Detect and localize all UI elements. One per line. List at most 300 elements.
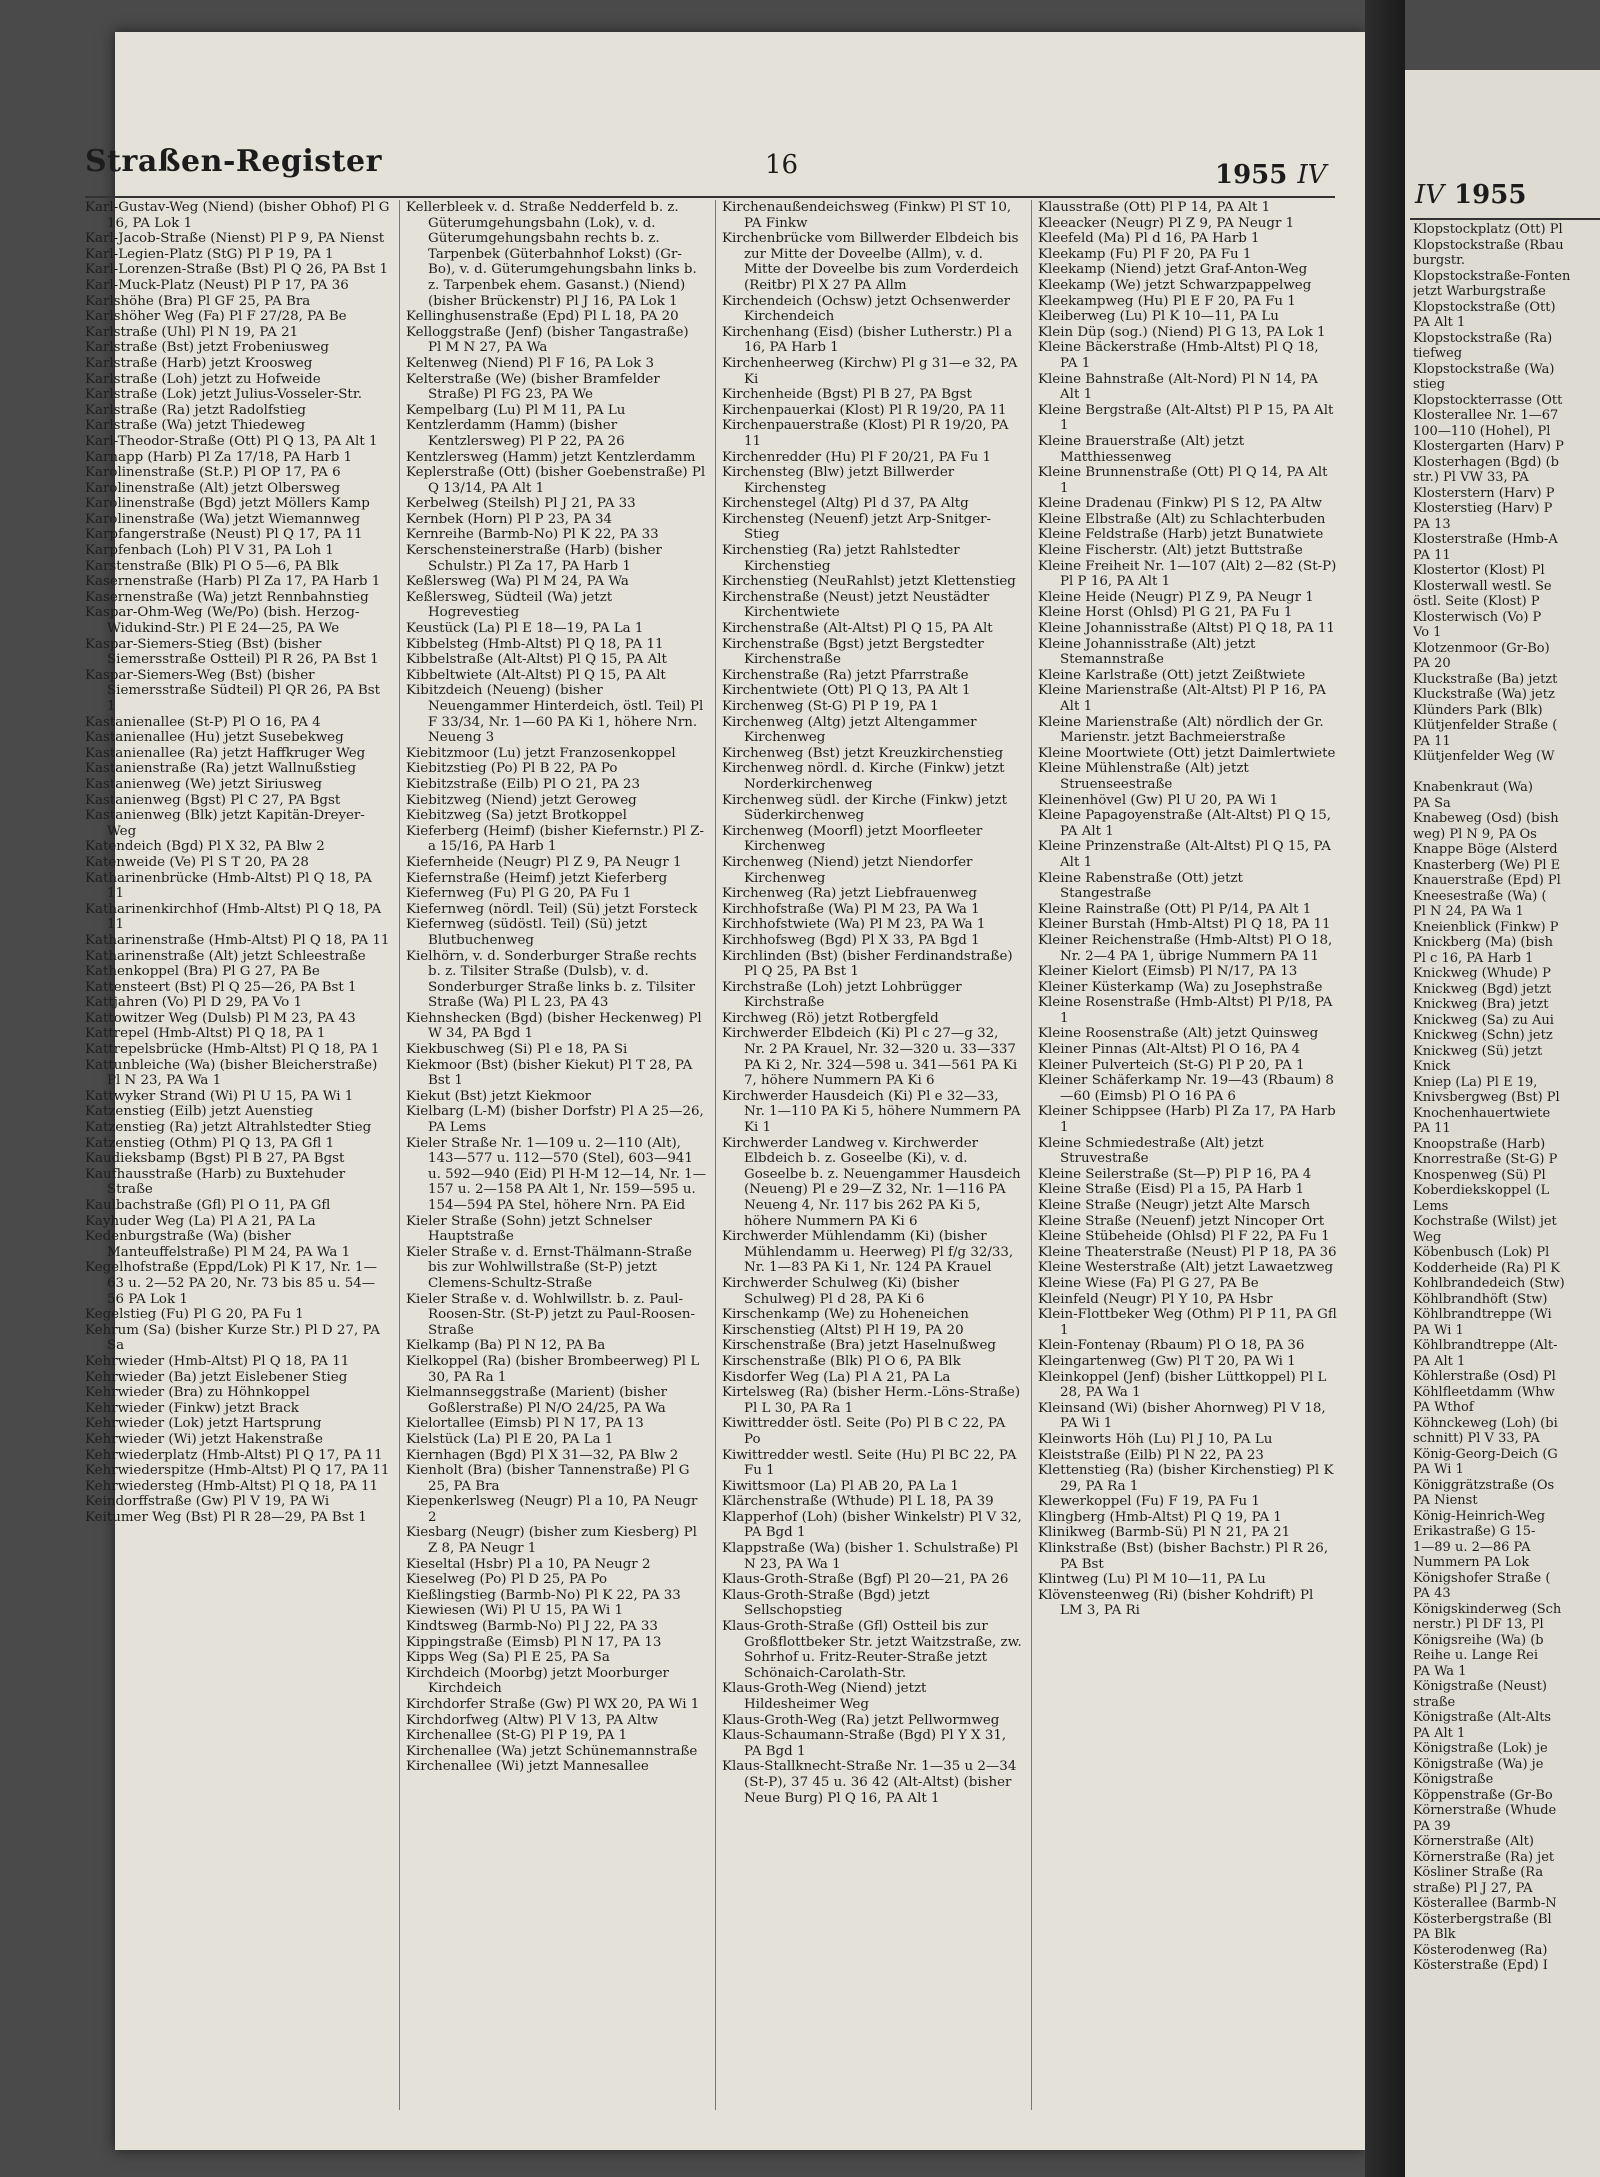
street-entry: Kirchenstraße (Ra) jetzt Pfarrstraße: [722, 667, 969, 683]
facing-page-line: Vo 1: [1413, 625, 1442, 640]
facing-page-line: Knickweg (Sü) jetzt: [1413, 1043, 1543, 1059]
facing-page-line: PA 11: [1413, 1121, 1451, 1136]
street-entry: Kirchenheerweg (Kirchw) Pl g 31—e 32, PA Ki: [722, 355, 1018, 387]
street-entry: Kiwittredder westl. Seite (Hu) Pl BC 22, PA Fu 1: [722, 1447, 1017, 1479]
facing-page-line: Königstraße (Neust): [1413, 1679, 1547, 1694]
street-entry: Kleinsand (Wi) (bisher Ahornweg) Pl V 18, PA Wi 1: [1038, 1400, 1326, 1432]
facing-page-line: Kösterbergstraße (Bl: [1413, 1911, 1552, 1927]
street-entry: Kiefernweg (südöstl. Teil) (Sü) jetzt Blutbuchenweg: [406, 917, 647, 948]
street-entry: Klettenstieg (Ra) (bisher Kirchenstieg) Pl K 29, PA Ra 1: [1038, 1463, 1334, 1494]
street-entry: Kirchenstraße (Alt-Altst) Pl Q 15, PA Alt: [722, 621, 993, 637]
facing-page-line: nerstr.) Pl DF 13, Pl: [1413, 1617, 1544, 1632]
street-entry: Kastanienallee (Hu) jetzt Susebekweg: [85, 730, 344, 746]
street-entry: Kleine Fischerstr. (Alt) jetzt Buttstraße: [1038, 543, 1303, 559]
street-entry: Katzenstieg (Ra) jetzt Altrahlstedter Stieg: [85, 1120, 372, 1136]
facing-page-line: stieg: [1413, 377, 1446, 392]
street-entry: Karolinenstraße (Bgd) jetzt Möllers Kamp: [85, 496, 370, 512]
street-entry: Klaus-Groth-Straße (Bgd) jetzt Sellschopstieg: [722, 1587, 930, 1619]
street-entry: Kerschensteinerstraße (Harb) (bisher Schulstr.) Pl Za 17, PA Harb 1: [406, 543, 662, 574]
street-entry: Kleekamp (Fu) Pl F 20, PA Fu 1: [1038, 246, 1252, 262]
street-entry: Kirchentwiete (Ott) Pl Q 13, PA Alt 1: [722, 683, 971, 699]
street-entry: Kindtsweg (Barmb-No) Pl J 22, PA 33: [406, 1619, 658, 1635]
street-entry: Kiebitzmoor (Lu) jetzt Franzosenkoppel: [406, 745, 676, 761]
facing-page-line: Köhlbrandhöft (Stw): [1413, 1291, 1548, 1307]
facing-page-line: straße) Pl J 27, PA: [1413, 1880, 1533, 1896]
page-number: 16: [765, 150, 799, 180]
street-entry: Kleine Rabenstraße (Ott) jetzt Stangestraße: [1038, 870, 1243, 902]
facing-page-line: Köhnckeweg (Loh) (bi: [1413, 1415, 1558, 1431]
facing-page-line: Klopstockplatz (Ott) Pl: [1413, 222, 1563, 237]
facing-page-line: Klosterstieg (Harv) P: [1413, 501, 1553, 516]
street-entry: Kirchenweg (Bst) jetzt Kreuzkirchenstieg: [722, 745, 1004, 761]
street-entry: Kelloggstraße (Jenf) (bisher Tangastraße) Pl M N 27, PA Wa: [406, 324, 689, 356]
facing-page-line: Königstraße: [1413, 1772, 1494, 1787]
street-entry: Kirchenstieg (NeuRahlst) jetzt Klettenstieg: [722, 574, 1016, 590]
street-entry: Kieferberg (Heimf) (bisher Kiefernstr.) Pl Z-a 15/16, PA Harb 1: [406, 823, 705, 855]
street-entry: Klaus-Schaumann-Straße (Bgd) Pl Y X 31, PA Bgd 1: [722, 1728, 1007, 1759]
street-entry: Klaus-Stallknecht-Straße Nr. 1—35 u 2—34 (St-P), 37 45 u. 36 42 (Alt-Altst) (bisher Neue Burg) Pl Q 16, PA Alt 1: [722, 1759, 1017, 1806]
street-entry: Kerbelweg (Steilsh) Pl J 21, PA 33: [406, 496, 636, 512]
street-entry: Kleine Moortwiete (Ott) jetzt Daimlertwiete: [1038, 745, 1336, 761]
street-entry: Kirschenkamp (We) zu Hoheneichen: [722, 1307, 969, 1323]
facing-page-line: Klopstockstraße-Fonten: [1413, 268, 1571, 284]
facing-page-line: Kneienblick (Finkw) P: [1413, 919, 1559, 935]
facing-page-line: Körnerstraße (Alt): [1413, 1834, 1534, 1849]
street-entry: Karl-Gustav-Weg (Niend) (bisher Obhof) Pl G 16, PA Lok 1: [85, 200, 390, 231]
facing-page-header: [1415, 180, 1526, 210]
street-entry: Kleekamp (We) jetzt Schwarzpappelweg: [1038, 277, 1312, 293]
register-title: Straßen-Register: [85, 144, 382, 179]
street-entry: Kleine Prinzenstraße (Alt-Altst) Pl Q 15, PA Alt 1: [1038, 839, 1331, 870]
facing-page-line: Klopstockstraße (Wa): [1413, 361, 1555, 377]
street-entry: Kiefernstraße (Heimf) jetzt Kieferberg: [406, 870, 668, 886]
street-entry: Kernbek (Horn) Pl P 23, PA 34: [406, 511, 613, 527]
street-entry: Kehrwiederspitze (Hmb-Altst) Pl Q 17, PA 11: [85, 1463, 390, 1479]
facing-page-line: Klopstockstraße (Ott): [1413, 299, 1556, 315]
street-entry: Kirchenweg (Ra) jetzt Liebfrauenweg: [722, 886, 977, 902]
street-entry: Kippingstraße (Eimsb) Pl N 17, PA 13: [406, 1634, 662, 1650]
street-entry: Kehrwieder (Ba) jetzt Eislebener Stieg: [85, 1369, 348, 1385]
facing-page-line: Kösliner Straße (Ra: [1413, 1865, 1544, 1880]
facing-page-line: Knappe Böge (Alsterd: [1413, 842, 1558, 857]
street-entry: Kattowitzer Weg (Dulsb) Pl M 23, PA 43: [85, 1010, 356, 1026]
street-entry: Karlshöhe (Bra) Pl GF 25, PA Bra: [85, 293, 311, 309]
street-entry: Kleine Brunnenstraße (Ott) Pl Q 14, PA Alt 1: [1038, 465, 1328, 496]
book-gutter: [1365, 0, 1405, 2177]
street-entry: Kiekmoor (Bst) (bisher Kiekut) Pl T 28, PA Bst 1: [406, 1057, 693, 1089]
street-entry: Kehrwieder (Wi) jetzt Hakenstraße: [85, 1431, 323, 1447]
street-entry: Katenweide (Ve) Pl S T 20, PA 28: [85, 854, 309, 870]
facing-page-line: Klostertor (Klost) Pl: [1413, 563, 1545, 578]
facing-page-line: Klopstockstraße (Ra): [1413, 330, 1553, 346]
facing-page-line: PA Wi 1: [1413, 1462, 1464, 1477]
street-entry: Kleiner Burstah (Hmb-Altst) Pl Q 18, PA 11: [1038, 917, 1331, 933]
facing-page-line: Knospenweg (Sü) Pl: [1413, 1167, 1546, 1183]
street-entry: Kasernenstraße (Wa) jetzt Rennbahnstieg: [85, 589, 369, 605]
street-entry: Kellerbleek v. d. Straße Nedderfeld b. z. Güterumgehungsbahn (Lok), v. d. Güterumgehungsbahn rechts b. z. Tarpenbek (Güterbahnhof Lokst) (Gr-Bo), v. d. Güterumgehungsbahn links b. z. Tarpenbek ehem. Gasanst.) (Niend) (bisher Brückenstr) Pl J 16, PA Lok 1: [406, 200, 697, 309]
street-entry: Kleiner Kielort (Eimsb) Pl N/17, PA 13: [1038, 964, 1298, 980]
facing-page-line: PA Wa 1: [1413, 1663, 1467, 1679]
street-entry: Katendeich (Bgd) Pl X 32, PA Blw 2: [85, 839, 325, 855]
street-entry: Kirchwerder Elbdeich (Ki) Pl c 27—g 32, Nr. 2 PA Krauel, Nr. 32—320 u. 33—337 PA Ki 2, Nr. 324—598 u. 341—561 PA Ki 7, höhere Nummern PA Ki 6: [722, 1026, 1018, 1089]
street-entry: Klein Düp (sog.) (Niend) Pl G 13, PA Lok 1: [1038, 324, 1326, 340]
street-entry: Kleinkoppel (Jenf) (bisher Lüttkoppel) Pl L 28, PA Wa 1: [1038, 1369, 1327, 1401]
street-entry: Kegelhofstraße (Eppd/Lok) Pl K 17, Nr. 1—63 u. 2—52 PA 20, Nr. 73 bis 85 u. 54—56 PA Lok 1: [85, 1260, 377, 1307]
street-entry: Karl-Muck-Platz (Neust) Pl P 17, PA 36: [85, 277, 349, 293]
street-entry: Kirchenhang (Eisd) (bisher Lutherstr.) Pl a 16, PA Harb 1: [722, 324, 1013, 356]
facing-page-line: Königsreihe (Wa) (b: [1413, 1632, 1544, 1648]
register-column-3: [715, 200, 1022, 2110]
facing-page-line: PA 43: [1413, 1586, 1451, 1601]
street-entry: Kleine Roosenstraße (Alt) jetzt Quinsweg: [1038, 1026, 1319, 1042]
street-entry: Kleine Bergstraße (Alt-Altst) Pl P 15, PA Alt 1: [1038, 402, 1334, 434]
facing-page-line: Kneesestraße (Wa) (: [1413, 888, 1547, 904]
facing-page-line: str.) Pl VW 33, PA: [1413, 470, 1529, 485]
street-entry: Kleine Mühlenstraße (Alt) jetzt Struenseestraße: [1038, 761, 1249, 792]
street-entry: Kleine Rosenstraße (Hmb-Altst) Pl P/18, PA 1: [1038, 995, 1333, 1026]
facing-page-line: Köbenbusch (Lok) Pl: [1413, 1245, 1550, 1260]
street-entry: Kentzlerdamm (Hamm) (bisher Kentzlersweg) Pl P 22, PA 26: [406, 418, 625, 449]
street-entry: Katharinenstraße (Hmb-Altst) Pl Q 18, PA 11: [85, 932, 390, 948]
facing-page-line: Koberdiekskoppel (L: [1413, 1183, 1550, 1198]
street-entry: Kirchdorfer Straße (Gw) Pl WX 20, PA Wi 1: [406, 1697, 700, 1712]
facing-page-line: schnitt) Pl V 33, PA: [1413, 1431, 1540, 1446]
street-entry: Kielstück (La) Pl E 20, PA La 1: [406, 1431, 614, 1447]
facing-page-line: Nummern PA Lok: [1413, 1555, 1530, 1570]
street-entry: Keitumer Weg (Bst) Pl R 28—29, PA Bst 1: [85, 1509, 367, 1525]
facing-page-line: Pl N 24, PA Wa 1: [1413, 904, 1524, 919]
street-entry: Kirchenpauerkai (Klost) Pl R 19/20, PA 11: [722, 402, 1007, 418]
facing-page-line: PA Sa: [1413, 795, 1451, 811]
street-entry: Kaufhausstraße (Harb) zu Buxtehuder Straße: [85, 1166, 346, 1198]
facing-page-line: PA Nienst: [1413, 1493, 1478, 1508]
street-entry: Kirtelsweg (Ra) (bisher Herm.-Löns-Straße) Pl L 30, PA Ra 1: [722, 1385, 1021, 1416]
street-entry: Kastanienweg (Bgst) Pl C 27, PA Bgst: [85, 792, 341, 808]
street-entry: Kirchwerder Landweg v. Kirchwerder Elbdeich b. z. Goseelbe (Ki), v. d. Goseelbe b. z. Neuengammer Hausdeich (Neueng) Pl e 29—Z 32, Nr. 1—116 PA Neueng 4, Nr. 117 bis 262 PA Ki 5, höhere Nummern PA Ki 6: [722, 1135, 1021, 1229]
street-entry: Karpfenbach (Loh) Pl V 31, PA Loh 1: [85, 543, 334, 559]
street-entry: Kleine Schmiedestraße (Alt) jetzt Struvestraße: [1038, 1135, 1264, 1167]
street-entry: Kirchenredder (Hu) Pl F 20/21, PA Fu 1: [722, 449, 992, 465]
street-entry: Klövensteenweg (Ri) (bisher Kohdrift) Pl LM 3, PA Ri: [1038, 1587, 1314, 1619]
street-entry: Kieler Straße Nr. 1—109 u. 2—110 (Alt), 143—577 u. 112—570 (Stel), 603—941 u. 592—940 (Eid) Pl H-M 12—14, Nr. 1—157 u. 2—158 PA Alt 1, Nr. 159—595 u. 154—594 PA Stel, höhere Nrn. PA Eid: [406, 1135, 706, 1213]
street-entry: Kaspar-Ohm-Weg (We/Po) (bish. Herzog-Widukind-Str.) Pl E 24—25, PA We: [85, 605, 360, 637]
facing-page-line: Klosterstraße (Hmb-A: [1413, 532, 1558, 547]
street-entry: Klapperhof (Loh) (bisher Winkelstr) Pl V 32, PA Bgd 1: [722, 1509, 1022, 1541]
street-entry: Kernreihe (Barmb-No) Pl K 22, PA 33: [406, 527, 659, 543]
street-entry: Kleiner Pulverteich (St-G) Pl P 20, PA 1: [1038, 1057, 1305, 1073]
street-entry: Kleekampweg (Hu) Pl E F 20, PA Fu 1: [1038, 293, 1296, 309]
facing-page-line: PA Alt 1: [1413, 1353, 1466, 1369]
street-entry: Kirchenstieg (Ra) jetzt Rahlstedter Kirchenstieg: [722, 543, 960, 574]
facing-page-line: burgstr.: [1413, 253, 1466, 268]
street-entry: Kleingartenweg (Gw) Pl T 20, PA Wi 1: [1038, 1353, 1296, 1369]
street-entry: Kleine Marienstraße (Alt) nördlich der Gr. Marienstr. jetzt Bachmeierstraße: [1038, 714, 1324, 746]
street-entry: Kirchwerder Mühlendamm (Ki) (bisher Mühlendamm u. Heerweg) Pl f/g 32/33, Nr. 1—83 PA Ki 1, Nr. 124 PA Krauel: [722, 1229, 1014, 1276]
street-entry: Katharinenbrücke (Hmb-Altst) Pl Q 18, PA 11: [85, 870, 372, 902]
facing-page-line: Köppenstraße (Gr-Bo: [1413, 1787, 1553, 1803]
facing-page-line: Kösterstraße (Epd) I: [1413, 1958, 1548, 1973]
street-entry: Kirschenstraße (Blk) Pl O 6, PA Blk: [722, 1353, 961, 1369]
street-entry: Katzenstieg (Eilb) jetzt Auenstieg: [85, 1104, 313, 1120]
street-entry: Karlstraße (Lok) jetzt Julius-Vosseler-Str.: [85, 387, 363, 403]
street-entry: Kleiberweg (Lu) Pl K 10—11, PA Lu: [1038, 309, 1279, 325]
facing-page-line: tiefweg: [1413, 346, 1463, 361]
facing-page-line: Knabeweg (Osd) (bish: [1413, 811, 1559, 826]
street-entry: Kirchwerder Hausdeich (Ki) Pl e 32—33, Nr. 1—110 PA Ki 5, höhere Nummern PA Ki 1: [722, 1088, 1021, 1136]
street-entry: Kiesbarg (Neugr) (bisher zum Kiesberg) Pl Z 8, PA Neugr 1: [406, 1525, 697, 1557]
street-entry: Kleine Brauerstraße (Alt) jetzt Matthiessenweg: [1038, 433, 1245, 465]
street-entry: Kaspar-Siemers-Stieg (Bst) (bisher Siemersstraße Ostteil) Pl R 26, PA Bst 1: [85, 636, 379, 668]
register-column-4: [1031, 200, 1338, 2110]
facing-page-line: Klopstockterrasse (Ott: [1413, 392, 1563, 408]
street-entry: Kattunbleiche (Wa) (bisher Bleicherstraße) Pl N 23, PA Wa 1: [85, 1057, 378, 1089]
street-entry: Kirchwerder Schulweg (Ki) (bisher Schulweg) Pl d 28, PA Ki 6: [722, 1275, 960, 1307]
street-entry: Karlstraße (Harb) jetzt Kroosweg: [85, 355, 313, 371]
street-entry: Kibbelstraße (Alt-Altst) Pl Q 15, PA Alt: [406, 652, 667, 668]
page-volume: IV: [1297, 160, 1327, 190]
street-entry: Kastanienallee (Ra) jetzt Haffkruger Weg: [85, 745, 366, 761]
facing-page-line: Knasterberg (We) Pl E: [1413, 857, 1561, 873]
header-rule: [85, 196, 1335, 198]
street-entry: Kehrwieder (Hmb-Altst) Pl Q 18, PA 11: [85, 1353, 350, 1369]
facing-page-line: Königskinderweg (Sch: [1413, 1601, 1562, 1617]
street-entry: Kienholt (Bra) (bisher Tannenstraße) Pl G 25, PA Bra: [406, 1463, 690, 1494]
street-entry: Kirchweg (Rö) jetzt Rotbergfeld: [722, 1010, 939, 1026]
street-entry: Kastanienstraße (Ra) jetzt Wallnußstieg: [85, 761, 357, 777]
street-entry: Kelterstraße (We) (bisher Bramfelder Straße) Pl FG 23, PA We: [406, 371, 660, 403]
street-entry: Kehrwieder (Lok) jetzt Hartsprung: [85, 1416, 322, 1432]
street-entry: Kielbarg (L-M) (bisher Dorfstr) Pl A 25—26, PA Lems: [406, 1104, 704, 1136]
page-year-volume: [1215, 160, 1326, 190]
street-entry: Kleine Papagoyenstraße (Alt-Altst) Pl Q 15, PA Alt 1: [1038, 808, 1331, 839]
street-entry: Kastanienweg (Blk) jetzt Kapitän-Dreyer-Weg: [85, 808, 365, 839]
facing-page-line: Kodderheide (Ra) Pl K: [1413, 1260, 1560, 1276]
street-entry: Kleiner Pinnas (Alt-Altst) Pl O 16, PA 4: [1038, 1042, 1301, 1058]
street-entry: Kirchenweg (St-G) Pl P 19, PA 1: [722, 699, 939, 714]
street-entry: Kieselweg (Po) Pl D 25, PA Po: [406, 1572, 608, 1588]
facing-page-line: PA 13: [1413, 516, 1451, 532]
register-column-1: [85, 200, 390, 2110]
facing-page-line: Knickweg (Schn) jetz: [1413, 1028, 1553, 1043]
street-entry: Karlstraße (Ra) jetzt Radolfstieg: [85, 402, 306, 418]
facing-page-line: Klünders Park (Blk): [1413, 702, 1543, 718]
facing-page-rule: [1410, 218, 1600, 220]
street-entry: Kleine Marienstraße (Alt-Altst) Pl P 16, PA Alt 1: [1038, 683, 1326, 714]
street-entry: Klaus-Groth-Weg (Ra) jetzt Pellwormweg: [722, 1712, 1000, 1728]
street-entry: Katharinenstraße (Alt) jetzt Schleestraße: [85, 948, 366, 964]
street-entry: Kirchenweg (Niend) jetzt Niendorfer Kirchenweg: [722, 854, 973, 886]
street-entry: Kleeacker (Neugr) Pl Z 9, PA Neugr 1: [1038, 215, 1295, 231]
street-entry: Kleiststraße (Eilb) Pl N 22, PA 23: [1038, 1447, 1264, 1463]
facing-page-line: PA 39: [1413, 1818, 1451, 1834]
street-entry: Kiwittredder östl. Seite (Po) Pl B C 22, PA Po: [722, 1416, 1006, 1447]
street-entry: Kleine Wiese (Fa) Pl G 27, PA Be: [1038, 1275, 1259, 1291]
facing-page-year: 1955: [1454, 180, 1527, 210]
street-entry: Kehrwiederplatz (Hmb-Altst) Pl Q 17, PA 11: [85, 1447, 383, 1463]
street-entry: Kastanienallee (St-P) Pl O 16, PA 4: [85, 714, 321, 730]
street-entry: Kleine Stübeheide (Ohlsd) Pl F 22, PA Fu 1: [1038, 1229, 1330, 1245]
street-entry: Karlstraße (Wa) jetzt Thiedeweg: [85, 418, 306, 434]
street-entry: Klärchenstraße (Wthude) Pl L 18, PA 39: [722, 1494, 994, 1510]
street-entry: Kirchlinden (Bst) (bisher Ferdinandstraße) Pl Q 25, PA Bst 1: [722, 948, 1013, 980]
street-entry: Karlshöher Weg (Fa) Pl F 27/28, PA Be: [85, 309, 347, 325]
street-entry: Kipps Weg (Sa) Pl E 25, PA Sa: [406, 1650, 610, 1666]
street-entry: Kirchenweg (Moorfl) jetzt Moorfleeter Kirchenweg: [722, 823, 983, 855]
street-entry: Karl-Theodor-Straße (Ott) Pl Q 13, PA Alt 1: [85, 433, 378, 449]
street-entry: Kiwittsmoor (La) Pl AB 20, PA La 1: [722, 1478, 959, 1494]
street-entry: Kleiner Reichenstraße (Hmb-Altst) Pl O 18, Nr. 2—4 PA 1, übrige Nummern PA 11: [1038, 932, 1333, 964]
street-entry: Keustück (La) Pl E 18—19, PA La 1: [406, 621, 644, 637]
facing-page-line: Köhlfleetdamm (Whw: [1413, 1384, 1555, 1400]
facing-page-line: Körnerstraße (Ra) jet: [1413, 1849, 1555, 1865]
street-entry: Klingberg (Hmb-Altst) Pl Q 19, PA 1: [1038, 1509, 1282, 1525]
street-entry: Klinikweg (Barmb-Sü) Pl N 21, PA 21: [1038, 1525, 1291, 1541]
facing-page-line: Klosterwall westl. Se: [1413, 578, 1552, 594]
street-entry: Kleine Straße (Eisd) Pl a 15, PA Harb 1: [1038, 1182, 1305, 1198]
street-entry: Kleine Seilerstraße (St—P) Pl P 16, PA 4: [1038, 1166, 1312, 1182]
street-entry: Kentzlersweg (Hamm) jetzt Kentzlerdamm: [406, 449, 696, 465]
street-entry: Kirchenaußendeichsweg (Finkw) Pl ST 10, PA Finkw: [722, 200, 1012, 231]
street-entry: Klinkstraße (Bst) (bisher Bachstr.) Pl R 26, PA Bst: [1038, 1541, 1329, 1572]
street-entry: Kirchenweg nördl. d. Kirche (Finkw) jetzt Norderkirchenweg: [722, 761, 1005, 792]
street-entry: Kiebitzweg (Niend) jetzt Geroweg: [406, 792, 637, 808]
street-entry: Kleine Dradenau (Finkw) Pl S 12, PA Altw: [1038, 496, 1322, 512]
street-entry: Kleefeld (Ma) Pl d 16, PA Harb 1: [1038, 231, 1260, 247]
street-entry: Kiefernheide (Neugr) Pl Z 9, PA Neugr 1: [406, 854, 682, 870]
page-year: 1955: [1215, 160, 1288, 190]
street-entry: Kattwyker Strand (Wi) Pl U 15, PA Wi 1: [85, 1088, 354, 1104]
street-entry: Kleine Theaterstraße (Neust) Pl P 18, PA 36: [1038, 1244, 1337, 1260]
street-entry: Kirchenstraße (Bgst) jetzt Bergstedter Kirchenstraße: [722, 636, 984, 668]
street-entry: Kirchensteg (Blw) jetzt Billwerder Kirchensteg: [722, 465, 955, 496]
street-entry: Katzenstieg (Othm) Pl Q 13, PA Gfl 1: [85, 1135, 335, 1151]
street-entry: Kieler Straße v. d. Ernst-Thälmann-Straße bis zur Wohlwillstraße (St-P) jetzt Clemens-Schultz-Straße: [406, 1244, 692, 1291]
street-entry: Kleine Feldstraße (Harb) jetzt Bunatwiete: [1038, 527, 1324, 543]
street-entry: Keßlersweg (Wa) Pl M 24, PA Wa: [406, 574, 629, 590]
street-entry: Kirschenstieg (Altst) Pl H 19, PA 20: [722, 1322, 964, 1338]
street-entry: Kleine Johannisstraße (Alt) jetzt Stemannstraße: [1038, 636, 1256, 668]
street-entry: Kehrum (Sa) (bisher Kurze Str.) Pl D 27, PA Sa: [85, 1322, 380, 1354]
street-entry: Kleine Westerstraße (Alt) jetzt Lawaetzweg: [1038, 1260, 1334, 1276]
street-entry: Kiepenkerlsweg (Neugr) Pl a 10, PA Neugr 2: [406, 1494, 698, 1525]
facing-page-line: Knauerstraße (Epd) Pl: [1413, 873, 1561, 888]
facing-page-column: [1413, 222, 1600, 2172]
street-entry: Kirchenweg (Altg) jetzt Altengammer Kirchenweg: [722, 714, 977, 746]
street-entry: Kibitzdeich (Neueng) (bisher Neuengammer Hinterdeich, östl. Teil) Pl F 33/34, Nr. 1—60 PA Ki 1, höhere Nrn. Neueng 3: [406, 683, 704, 746]
facing-page-line: Königshofer Straße (: [1413, 1570, 1551, 1586]
facing-page-line: Klostergarten (Harv) P: [1413, 439, 1564, 454]
street-entry: Kirchenallee (St-G) Pl P 19, PA 1: [406, 1728, 628, 1744]
street-entry: Kehrwieder (Bra) zu Höhnkoppel: [85, 1385, 310, 1401]
street-entry: Karstenstraße (Blk) Pl O 5—6, PA Blk: [85, 558, 339, 574]
facing-page-line: Knickweg (Whude) P: [1413, 966, 1551, 981]
facing-page-line: König-Georg-Deich (G: [1413, 1446, 1558, 1462]
street-entry: Klausstraße (Ott) Pl P 14, PA Alt 1: [1038, 200, 1271, 215]
facing-page-line: Kohlbrandedeich (Stw): [1413, 1276, 1565, 1291]
street-entry: Kirchhofstraße (Wa) Pl M 23, PA Wa 1: [722, 901, 980, 917]
street-entry: Keltenweg (Niend) Pl F 16, PA Lok 3: [406, 355, 655, 371]
street-entry: Kleinenhövel (Gw) Pl U 20, PA Wi 1: [1038, 792, 1279, 808]
register-column-2: [399, 200, 706, 2110]
facing-page-line: Pl c 16, PA Harb 1: [1413, 950, 1534, 966]
facing-page-line: Kniep (La) Pl E 19,: [1413, 1074, 1538, 1090]
facing-page-line: Kluckstraße (Wa) jetz: [1413, 687, 1555, 702]
street-entry: Kleiner Schippsee (Harb) Pl Za 17, PA Harb 1: [1038, 1104, 1336, 1136]
street-entry: Kattensteert (Bst) Pl Q 25—26, PA Bst 1: [85, 979, 357, 995]
street-entry: Keindorffstraße (Gw) Pl V 19, PA Wi: [85, 1494, 330, 1510]
facing-page-line: Knoopstraße (Harb): [1413, 1136, 1546, 1152]
street-entry: Kiebitzstieg (Po) Pl B 22, PA Po: [406, 761, 618, 777]
facing-page-line: Kluckstraße (Ba) jetzt: [1413, 671, 1558, 687]
street-entry: Kirchhofsweg (Bgd) Pl X 33, PA Bgd 1: [722, 932, 980, 948]
facing-page-line: Klotzenmoor (Gr-Bo): [1413, 640, 1550, 656]
street-entry: Kleine Rainstraße (Ott) Pl P/14, PA Alt 1: [1038, 901, 1312, 917]
street-entry: Kießlingstieg (Barmb-No) Pl K 22, PA 33: [406, 1587, 681, 1603]
street-entry: Kieseltal (Hsbr) Pl a 10, PA Neugr 2: [406, 1556, 651, 1572]
facing-page-line: 1—89 u. 2—86 PA: [1413, 1539, 1531, 1555]
facing-page-line: Knickweg (Bra) jetzt: [1413, 997, 1549, 1012]
facing-page-line: [1413, 765, 1600, 781]
facing-page-line: Königstraße (Lok) je: [1413, 1741, 1548, 1756]
street-entry: Kiebitzweg (Sa) jetzt Brotkoppel: [406, 808, 627, 824]
street-entry: Kathenkoppel (Bra) Pl G 27, PA Be: [85, 964, 320, 980]
street-entry: Kirchenstraße (Neust) jetzt Neustädter Kirchentwiete: [722, 589, 990, 621]
facing-page-line: Knochenhauertwiete: [1413, 1105, 1551, 1121]
street-entry: Kempelbarg (Lu) Pl M 11, PA Lu: [406, 402, 626, 418]
street-entry: Kiernhagen (Bgd) Pl X 31—32, PA Blw 2: [406, 1447, 679, 1463]
street-entry: Kirchensteg (Neuenf) jetzt Arp-Snitger-Stieg: [722, 511, 992, 543]
street-entry: Kleinfeld (Neugr) Pl Y 10, PA Hsbr: [1038, 1291, 1273, 1307]
facing-page-line: Kösterallee (Barmb-N: [1413, 1896, 1557, 1911]
street-entry: Kleine Heide (Neugr) Pl Z 9, PA Neugr 1: [1038, 589, 1314, 605]
facing-page-line: Königstraße (Wa) je: [1413, 1756, 1544, 1772]
street-entry: Klaus-Groth-Straße (Gfl) Ostteil bis zur Großflottbeker Str. jetzt Waitzstraße, zw. Sohrhof u. Fritz-Reuter-Straße jetzt Schönaich-Carolath-Str.: [722, 1619, 1022, 1681]
street-entry: Kleiner Küsterkamp (Wa) zu Josephstraße: [1038, 979, 1323, 995]
street-entry: Klein-Fontenay (Rbaum) Pl O 18, PA 36: [1038, 1338, 1305, 1354]
street-entry: Kiekbuschweg (Si) Pl e 18, PA Si: [406, 1042, 628, 1058]
street-entry: Kiewiesen (Wi) Pl U 15, PA Wi 1: [406, 1603, 624, 1619]
street-entry: Karolinenstraße (St.P.) Pl OP 17, PA 6: [85, 465, 341, 481]
street-entry: Kiefernweg (nördl. Teil) (Sü) jetzt Forsteck: [406, 901, 698, 917]
facing-page-line: Kösterodenweg (Ra): [1413, 1942, 1548, 1958]
street-entry: Kielhörn, v. d. Sonderburger Straße rechts b. z. Tilsiter Straße (Dulsb), v. d. Sonderburger Straße links b. z. Tilsiter Straße (Wa) Pl L 23, PA 43: [406, 948, 697, 1011]
street-entry: Karpfangerstraße (Neust) Pl Q 17, PA 11: [85, 527, 363, 543]
street-entry: Kielkoppel (Ra) (bisher Brombeerweg) Pl L 30, PA Ra 1: [406, 1353, 700, 1385]
facing-page-line: östl. Seite (Klost) P: [1413, 594, 1540, 609]
street-entry: Kasernenstraße (Harb) Pl Za 17, PA Harb 1: [85, 574, 381, 590]
street-entry: Kleine Straße (Neuenf) jetzt Nincoper Ort: [1038, 1213, 1325, 1229]
street-entry: Kielortallee (Eimsb) Pl N 17, PA 13: [406, 1416, 644, 1432]
facing-page-line: Klopstockstraße (Rbau: [1413, 237, 1564, 253]
street-entry: Kielkamp (Ba) Pl N 12, PA Ba: [406, 1338, 606, 1354]
facing-page-line: jetzt Warburgstraße: [1413, 284, 1546, 299]
street-entry: Karl-Legien-Platz (StG) Pl P 19, PA 1: [85, 246, 334, 262]
street-entry: Kiefernweg (Fu) Pl G 20, PA Fu 1: [406, 886, 632, 902]
street-entry: Karlstraße (Bst) jetzt Frobeniusweg: [85, 340, 329, 356]
street-entry: Kirschenstraße (Bra) jetzt Haselnußweg: [722, 1338, 996, 1354]
facing-page-line: Königstraße (Alt-Alts: [1413, 1710, 1552, 1725]
street-entry: Kegelstieg (Fu) Pl G 20, PA Fu 1: [85, 1307, 304, 1323]
street-entry: Kleekamp (Niend) jetzt Graf-Anton-Weg: [1038, 262, 1308, 278]
street-entry: Kellinghusenstraße (Epd) Pl L 18, PA 20: [406, 309, 679, 325]
street-entry: Kirchenstegel (Altg) Pl d 37, PA Altg: [722, 496, 969, 512]
facing-page-line: Klütjenfelder Weg (W: [1413, 749, 1555, 764]
facing-page-line: Köhlbrandtreppe (Wi: [1413, 1307, 1552, 1322]
facing-page-line: PA Alt 1: [1413, 1725, 1466, 1741]
facing-page-line: PA Wthof: [1413, 1400, 1474, 1415]
street-entry: Karlstraße (Uhl) Pl N 19, PA 21: [85, 324, 299, 340]
street-entry: Kedenburgstraße (Wa) (bisher Manteuffelstraße) Pl M 24, PA Wa 1: [85, 1229, 351, 1260]
